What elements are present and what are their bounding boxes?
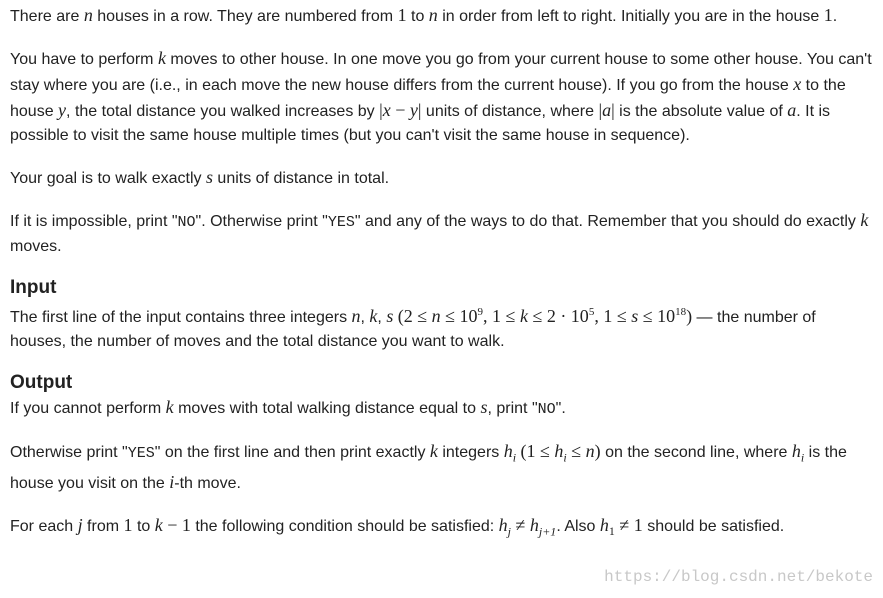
output-paragraph-1: If you cannot perform k moves with total walking distance equal to s, print "NO". — [10, 397, 566, 418]
statement-paragraph-1: There are n houses in a row. They are numbered from 1 to n in order from left to right. Initially you are in the house 1. — [10, 5, 838, 25]
statement-paragraph-2: You have to perform k moves to other house. In one move you go from your current house to some other house. You can't stay where you are (i.e., in each move the new house differs from the current house). If you go from the house x to the house y, the total distance you walked increases by |x − y| units of distance, where |a| is the absolute value of a. It is possible to visit the same house multiple times (but you can't visit the same house in sequence). — [10, 48, 872, 144]
input-paragraph: The first line of the input contains three integers n, k, s ($2 \le n \le 10^9$, $1 \le k \le 2 \cdot 10^5$, $1 \le s \le 10^{18}$) — the number of houses, the number of moves and the total distance you want to walk. — [10, 306, 816, 350]
problem-statement — [10, 3, 876, 543]
watermark: https://blog.csdn.net/bekote — [604, 568, 873, 586]
statement-paragraph-4: If it is impossible, print "NO". Otherwise print "YES" and any of the ways to do that. Remember that you should do exactly k moves. — [10, 210, 869, 255]
output-paragraph-2: Otherwise print "YES" on the first line and then print exactly k integers $h_i$ $(1 \le h_i \le n)$ on the second line, where $h_i$ is the house you visit on the i-th move. — [10, 441, 847, 492]
output-paragraph-3: For each j from 1 to k − 1 the following condition should be satisfied: $h_j \ne h_{j+1}$. Also $h_1 \ne 1$ should be satisfied. — [10, 514, 785, 539]
input-section-title: Input — [10, 277, 57, 298]
statement-paragraph-3: Your goal is to walk exactly s units of distance in total. — [10, 167, 390, 187]
output-section-title: Output — [10, 372, 73, 393]
